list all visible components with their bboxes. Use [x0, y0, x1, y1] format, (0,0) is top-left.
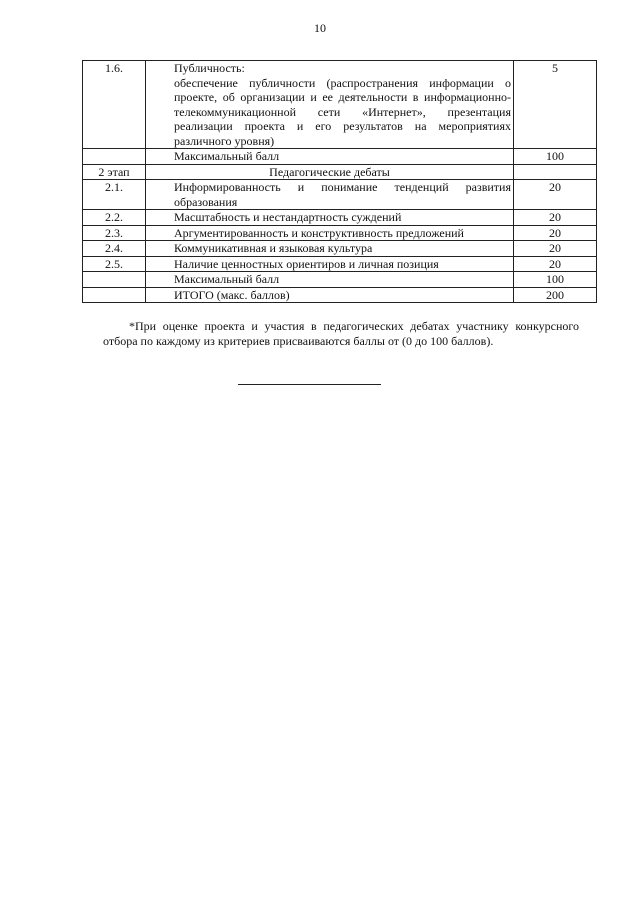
stage-title: Педагогические дебаты [146, 164, 514, 180]
footnote: *При оценке проекта и участия в педагогических дебатах участнику конкурсного отбора по каждому из критериев присваиваются баллы от (0 до 100 баллов). [103, 319, 579, 348]
row-score: 20 [514, 210, 597, 226]
total-label: ИТОГО (макс. баллов) [174, 287, 290, 302]
row-score: 100 [514, 149, 597, 165]
criterion-text: Информированность и понимание тенденций развития образования [174, 180, 511, 209]
row-score: 20 [514, 241, 597, 257]
row-number: 2.4. [83, 241, 146, 257]
row-score-empty [514, 164, 597, 180]
row-number: 1.6. [83, 61, 146, 149]
criterion-text: Наличие ценностных ориентиров и личная позиция [174, 256, 439, 271]
table-row-stage-2 [83, 164, 597, 180]
row-description [146, 241, 514, 257]
row-description [146, 210, 514, 226]
table-row [83, 210, 597, 226]
table-row [83, 256, 597, 272]
row-description [146, 149, 514, 165]
criterion-text: Масштабность и нестандартность суждений [174, 210, 402, 224]
row-description [146, 256, 514, 272]
table-row-max-2 [83, 272, 597, 288]
criterion-text: Коммуникативная и языковая культура [174, 241, 373, 255]
row-number: 2.2. [83, 210, 146, 226]
criterion-title: Публичность: [174, 61, 245, 75]
row-score: 20 [514, 225, 597, 241]
row-description [146, 287, 514, 303]
table-row-1-6 [83, 61, 597, 149]
row-description [146, 180, 514, 210]
row-number: 2.1. [83, 180, 146, 210]
page-number: 10 [314, 21, 326, 35]
stage-label: 2 этап [83, 164, 146, 180]
row-description [146, 61, 514, 149]
row-score: 20 [514, 256, 597, 272]
criterion-text: Аргументированность и конструктивность предложений [174, 225, 464, 240]
table-row [83, 180, 597, 210]
row-number-empty [83, 287, 146, 303]
table-row [83, 241, 597, 257]
row-number: 2.5. [83, 256, 146, 272]
row-description [146, 225, 514, 241]
table-row-max-1 [83, 149, 597, 165]
row-number-empty [83, 272, 146, 288]
criteria-table [82, 60, 597, 303]
row-score: 100 [514, 272, 597, 288]
row-score: 5 [514, 61, 597, 149]
row-score: 20 [514, 180, 597, 210]
max-score-label: Максимальный балл [174, 149, 280, 163]
row-description [146, 272, 514, 288]
row-number-empty [83, 149, 146, 165]
closing-rule [238, 384, 381, 385]
table-row [83, 225, 597, 241]
row-number: 2.3. [83, 225, 146, 241]
table-row-total [83, 287, 597, 303]
criterion-text: обеспечение публичности (распространения информации о проекте, об организации и ее деятельности в информационно-телекоммуникационной сети «Интернет», презентация реализации проекта и его результатов на мероприятиях различного уровня) [174, 75, 511, 148]
row-score: 200 [514, 287, 597, 303]
max-score-label: Максимальный балл [174, 272, 280, 286]
